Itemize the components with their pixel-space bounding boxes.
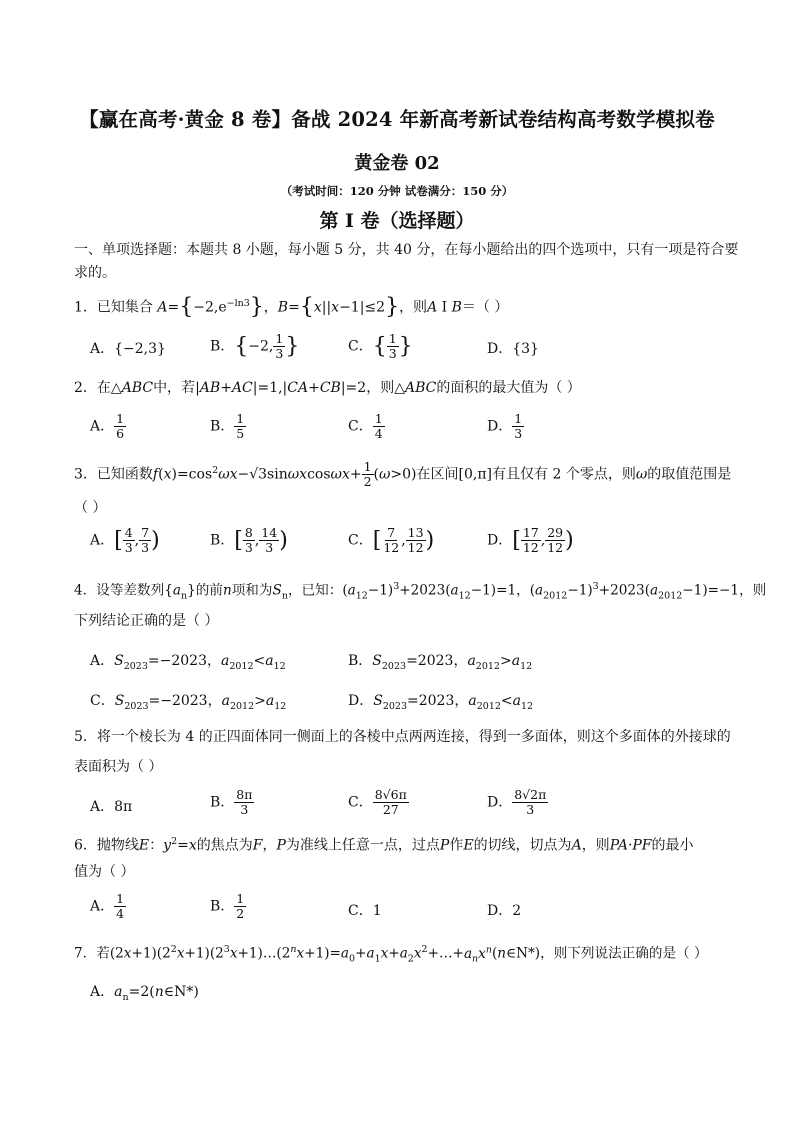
q3-option-d: D．[ $\frac{17}{12}$ , $\frac{29}{12}$ ) — [487, 525, 574, 555]
q2-option-a: A． $\frac{1}{6}$ — [90, 411, 125, 441]
q4-option-a: A．$S_{2023}=-2023$，$a_{2012}<a_{12}$ — [90, 653, 286, 672]
q1-option-b: B．{−2, $\frac{1}{3}$ } — [210, 331, 300, 361]
q7-option-a: A．$a_n=2(n\in N*)$ — [90, 984, 199, 1003]
exam-info: （考试时间：120 分钟 试卷满分：150 分） — [280, 184, 514, 198]
question-3-line2: （ ） — [74, 500, 107, 516]
q4-option-b: B．$S_{2023}=2023$，$a_{2012}>a_{12}$ — [348, 653, 533, 672]
question-5-line2: 表面积为（ ） — [74, 759, 163, 775]
q5-option-d: D． $\frac{8√2\pi}{3}$ — [487, 787, 547, 817]
q6-option-b: B． $\frac{1}{2}$ — [210, 891, 245, 921]
question-3: 3．已知函数$f(x)=\cos^2\omega x-√3\sin\omega xcos\omega x+$ $\frac{1}{2}$ (ω>0)在区间[0,π]有且仅有 2 个零点，则ω的取值范围是 — [74, 459, 732, 489]
q1-option-d: D．{3} — [487, 341, 539, 357]
q1-option-a: A．{−2,3} — [90, 341, 166, 357]
page-title: 【赢在高考·黄金 8 卷】备战 2024 年新高考新试卷结构高考数学模拟卷 — [79, 108, 715, 131]
q3-option-a: A．[ $\frac{4}{3}$ , $\frac{7}{3}$ ) — [90, 525, 160, 555]
question-6: 6．抛物线E：$y^2=x$的焦点为F，P为准线上任意一点，过点P作E的切线，切点为A，则PA·PF的最小 — [74, 836, 694, 854]
question-4-line2: 下列结论正确的是（ ） — [74, 613, 219, 629]
q2-option-b: B． $\frac{1}{5}$ — [210, 411, 245, 441]
q2-option-d: D． $\frac{1}{3}$ — [487, 411, 523, 441]
question-5: 5．将一个棱长为 4 的正四面体同一侧面上的各棱中点两两连接，得到一多面体，则这个多面体的外接球的 — [74, 729, 731, 745]
q1-option-c: C．{ $\frac{1}{3}$ } — [348, 331, 413, 361]
q4-option-c: C．$S_{2023}=-2023$，$a_{2012}>a_{12}$ — [90, 693, 287, 712]
question-2: 2．在△ABC中，若|AB+AC|=1,|CA+CB|=2，则△ABC的面积的最大值为（ ） — [74, 380, 581, 396]
question-4: 4．设等差数列$\{a_n\}$的前n项和为$S_n$，已知：$(a_{12}-1)^3+2023(a_{12}-1)=1$，$(a_{2012}-1)^3+2023(a_{2012}-1)=-1$，则 — [74, 581, 767, 602]
q5-option-c: C． $\frac{8√6\pi}{27}$ — [348, 787, 407, 817]
q3-option-c: C．[ $\frac{7}{12}$ , $\frac{13}{12}$ ) — [348, 525, 435, 555]
section-intro-line1: 一、单项选择题：本题共 8 小题，每小题 5 分，共 40 分，在每小题给出的四个选项中，只有一项是符合要 — [74, 242, 739, 258]
q5-option-b: B． $\frac{8\pi}{3}$ — [210, 787, 253, 817]
q3-option-b: B．[ $\frac{8}{3}$ , $\frac{14}{3}$ ) — [210, 525, 288, 555]
q6-option-d: D．2 — [487, 903, 522, 919]
question-6-line2: 值为（ ） — [74, 864, 135, 880]
question-7: 7．若$(2x+1)(2^2x+1)(2^3x+1)\dots(2^nx+1)=a_0+a_1x+a_2x^2+\dots+a_nx^n(n\in N*)$，则下列说法正确的是（ ） — [74, 944, 708, 965]
q2-option-c: C． $\frac{1}{4}$ — [348, 411, 383, 441]
q4-option-d: D．$S_{2023}=2023$，$a_{2012}<a_{12}$ — [348, 693, 534, 712]
q6-option-c: C．1 — [348, 903, 382, 919]
question-1: 1．已知集合 $A=\{-2,e^{-ln3}\}$，B={x||x−1|≤2}，则A I B＝（ ） — [74, 294, 509, 320]
q5-option-a: A．8π — [90, 799, 133, 815]
paper-subtitle: 黄金卷 02 — [354, 153, 440, 174]
section-intro-line2: 求的。 — [74, 265, 116, 281]
q6-option-a: A． $\frac{1}{4}$ — [90, 891, 125, 921]
part-title: 第 I 卷（选择题） — [319, 210, 475, 232]
